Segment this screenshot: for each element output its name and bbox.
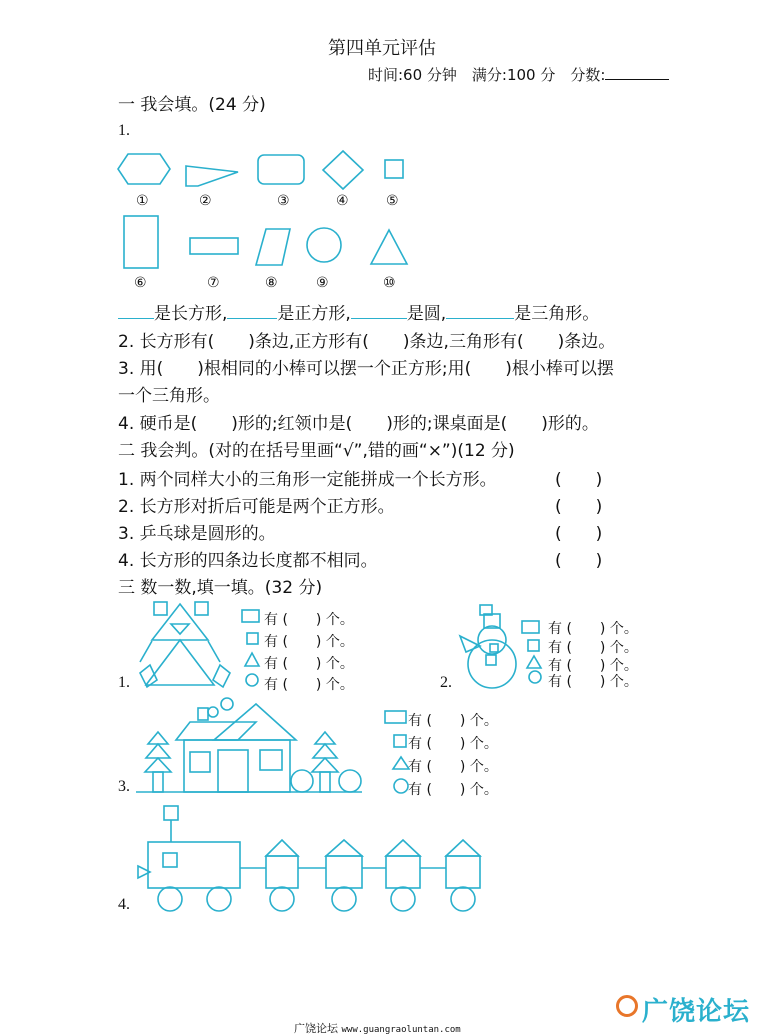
- judge-paren-4[interactable]: ( ): [555, 551, 603, 571]
- figure-1-label: 1.: [118, 674, 130, 691]
- q1-text-square: 是正方形,: [277, 304, 351, 324]
- shape-label-3: ③: [277, 193, 290, 209]
- fig2-count-rect[interactable]: 有 ( ) 个。: [548, 621, 638, 637]
- shape-label-6: ⑥: [134, 275, 147, 291]
- fig1-count-square[interactable]: 有 ( ) 个。: [264, 634, 354, 650]
- footer-url[interactable]: www.guangraoluntan.com: [341, 1025, 461, 1035]
- footer-text: [294, 1020, 461, 1036]
- shape-label-2: ②: [199, 193, 212, 209]
- question-4: 4. 硬币是( )形的;红领巾是( )形的;课桌面是( )形的。: [118, 414, 599, 434]
- judge-item-2: 2. 长方形对折后可能是两个正方形。: [118, 497, 395, 517]
- fig2-count-square[interactable]: 有 ( ) 个。: [548, 640, 638, 656]
- q1-text-triangle: 是三角形。: [514, 304, 600, 324]
- shape-label-7: ⑦: [207, 275, 220, 291]
- page-title: 第四单元评估: [328, 38, 436, 59]
- shape-label-8: ⑧: [265, 275, 278, 291]
- q1-text-rect: 是长方形,: [154, 304, 228, 324]
- figure-2-label: 2.: [440, 674, 452, 691]
- section1-heading: 一 我会填。(24 分): [118, 95, 266, 115]
- judge-item-3: 3. 乒乓球是圆形的。: [118, 524, 276, 544]
- q1-text-circle: 是圆,: [406, 304, 447, 324]
- fig3-count-square[interactable]: 有 ( ) 个。: [408, 736, 498, 752]
- question-3b: 一个三角形。: [118, 386, 220, 406]
- footer-site-name: 广饶论坛: [294, 1022, 338, 1035]
- fig1-count-circle[interactable]: 有 ( ) 个。: [264, 677, 354, 693]
- judge-paren-3[interactable]: ( ): [555, 524, 603, 544]
- question-3a: 3. 用( )根相同的小棒可以摆一个正方形;用( )根小棒可以摆: [118, 359, 614, 379]
- fig2-count-circle[interactable]: 有 ( ) 个。: [548, 674, 638, 690]
- figure-3-label: 3.: [118, 778, 130, 795]
- judge-paren-1[interactable]: ( ): [555, 470, 603, 490]
- fig1-count-triangle[interactable]: 有 ( ) 个。: [264, 656, 354, 672]
- q1-label: 1.: [118, 122, 130, 139]
- judge-item-4: 4. 长方形的四条边长度都不相同。: [118, 551, 378, 571]
- exam-meta-text: 时间:60 分钟 满分:100 分 分数:: [368, 66, 606, 84]
- shape-label-5: ⑤: [386, 193, 399, 209]
- fig2-count-triangle[interactable]: 有 ( ) 个。: [548, 658, 638, 674]
- section2-heading: 二 我会判。(对的在括号里画“√”,错的画“×”)(12 分): [118, 441, 515, 461]
- shape-label-10: ⑩: [383, 275, 396, 291]
- question-2: 2. 长方形有( )条边,正方形有( )条边,三角形有( )条边。: [118, 332, 616, 352]
- judge-paren-2[interactable]: ( ): [555, 497, 603, 517]
- fig1-count-rect[interactable]: 有 ( ) 个。: [264, 612, 354, 628]
- judge-item-1: 1. 两个同样大小的三角形一定能拼成一个长方形。: [118, 470, 497, 490]
- fig3-count-circle[interactable]: 有 ( ) 个。: [408, 782, 498, 798]
- footer-logo-icon: [616, 995, 638, 1017]
- shape-label-4: ④: [336, 193, 349, 209]
- section3-heading: 三 数一数,填一填。(32 分): [118, 578, 323, 598]
- fig3-count-rect[interactable]: 有 ( ) 个。: [408, 713, 498, 729]
- shape-label-9: ⑨: [316, 275, 329, 291]
- figure-4-label: 4.: [118, 896, 130, 913]
- fig3-count-triangle[interactable]: 有 ( ) 个。: [408, 759, 498, 775]
- shape-label-1: ①: [136, 193, 149, 209]
- footer-logo: 广饶论坛: [642, 997, 751, 1027]
